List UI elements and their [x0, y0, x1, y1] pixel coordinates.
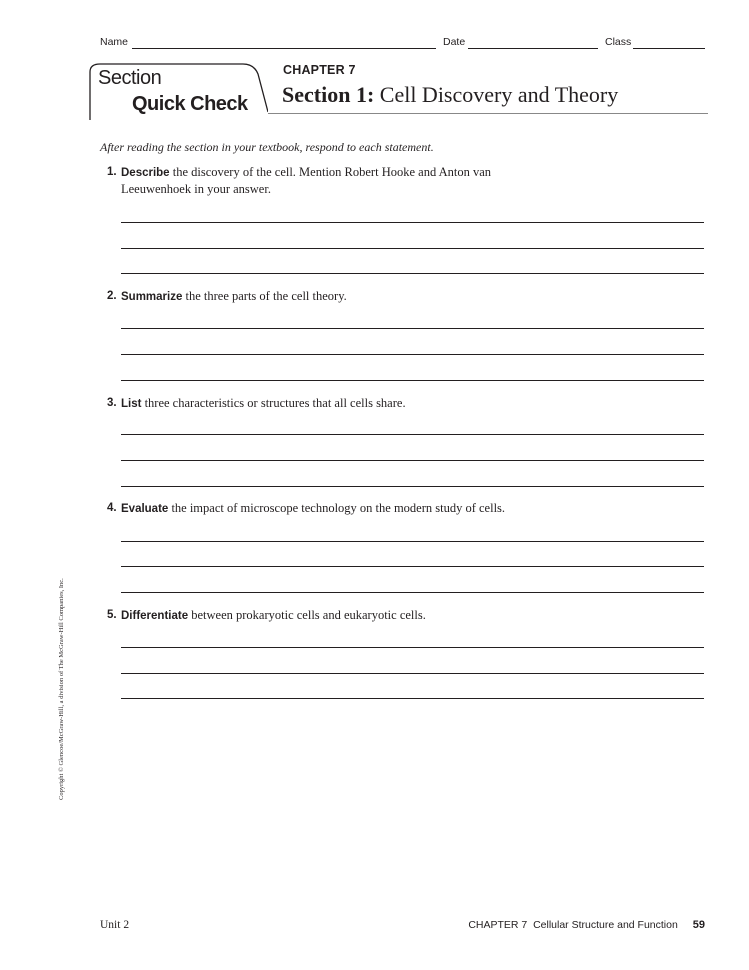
question-number: 2.	[107, 290, 117, 302]
section-title-text: Cell Discovery and Theory	[379, 82, 619, 107]
date-label: Date	[443, 36, 466, 48]
question-4	[107, 500, 527, 517]
question-number: 4.	[107, 502, 117, 514]
question-verb: Describe	[121, 167, 170, 179]
name-label: Name	[100, 36, 129, 48]
question-number: 1.	[107, 166, 117, 178]
chapter-label: CHAPTER 7	[283, 63, 356, 77]
answer-line[interactable]	[121, 566, 704, 567]
section-quick-check-badge	[88, 62, 268, 122]
answer-line[interactable]	[121, 380, 704, 381]
question-2	[107, 288, 527, 305]
question-verb: List	[121, 398, 142, 410]
answer-line[interactable]	[121, 460, 704, 461]
answer-line[interactable]	[121, 222, 704, 223]
student-info-header	[100, 36, 705, 52]
question-text: the three parts of the cell theory.	[185, 289, 347, 303]
answer-line[interactable]	[121, 541, 704, 542]
answer-line[interactable]	[121, 328, 704, 329]
answer-line[interactable]	[121, 354, 704, 355]
answer-line[interactable]	[121, 592, 704, 593]
question-1	[107, 164, 527, 197]
question-number: 3.	[107, 397, 117, 409]
question-text: the discovery of the cell. Mention Robert Hooke and Anton van Leeuwenhoek in your answer.	[121, 165, 492, 196]
page-number: 59	[692, 919, 705, 931]
copyright-notice: Copyright © Glencoe/McGraw-Hill, a division of The McGraw-Hill Companies, Inc.	[58, 578, 65, 800]
class-field[interactable]	[633, 48, 705, 49]
question-verb: Differentiate	[121, 610, 189, 622]
badge-section-text: Section	[98, 67, 162, 89]
answer-line[interactable]	[121, 434, 704, 435]
badge-quick-check-text: Quick Check	[132, 93, 248, 115]
section-title	[282, 82, 618, 108]
answer-line[interactable]	[121, 486, 704, 487]
answer-line[interactable]	[121, 248, 704, 249]
question-text: three characteristics or structures that all cells share.	[144, 396, 406, 410]
footer-unit: Unit 2	[100, 919, 130, 931]
answer-line[interactable]	[121, 647, 704, 648]
question-verb: Summarize	[121, 291, 183, 303]
answer-line[interactable]	[121, 698, 704, 699]
question-text: between prokaryotic cells and eukaryotic cells.	[191, 608, 426, 622]
footer-chapter-title: CHAPTER 7 Cellular Structure and Function	[468, 919, 678, 931]
question-text: the impact of microscope technology on the modern study of cells.	[171, 501, 506, 515]
class-label: Class	[605, 36, 632, 48]
question-3	[107, 395, 527, 412]
answer-line[interactable]	[121, 273, 704, 274]
question-verb: Evaluate	[121, 503, 169, 515]
section-number: Section 1:	[282, 82, 375, 107]
instructions: After reading the section in your textbook, respond to each statement.	[100, 140, 434, 154]
name-field[interactable]	[132, 48, 436, 49]
date-field[interactable]	[468, 48, 598, 49]
footer-chapter	[468, 919, 705, 931]
question-5	[107, 607, 527, 624]
title-rule	[268, 113, 708, 114]
answer-line[interactable]	[121, 673, 704, 674]
question-number: 5.	[107, 609, 117, 621]
